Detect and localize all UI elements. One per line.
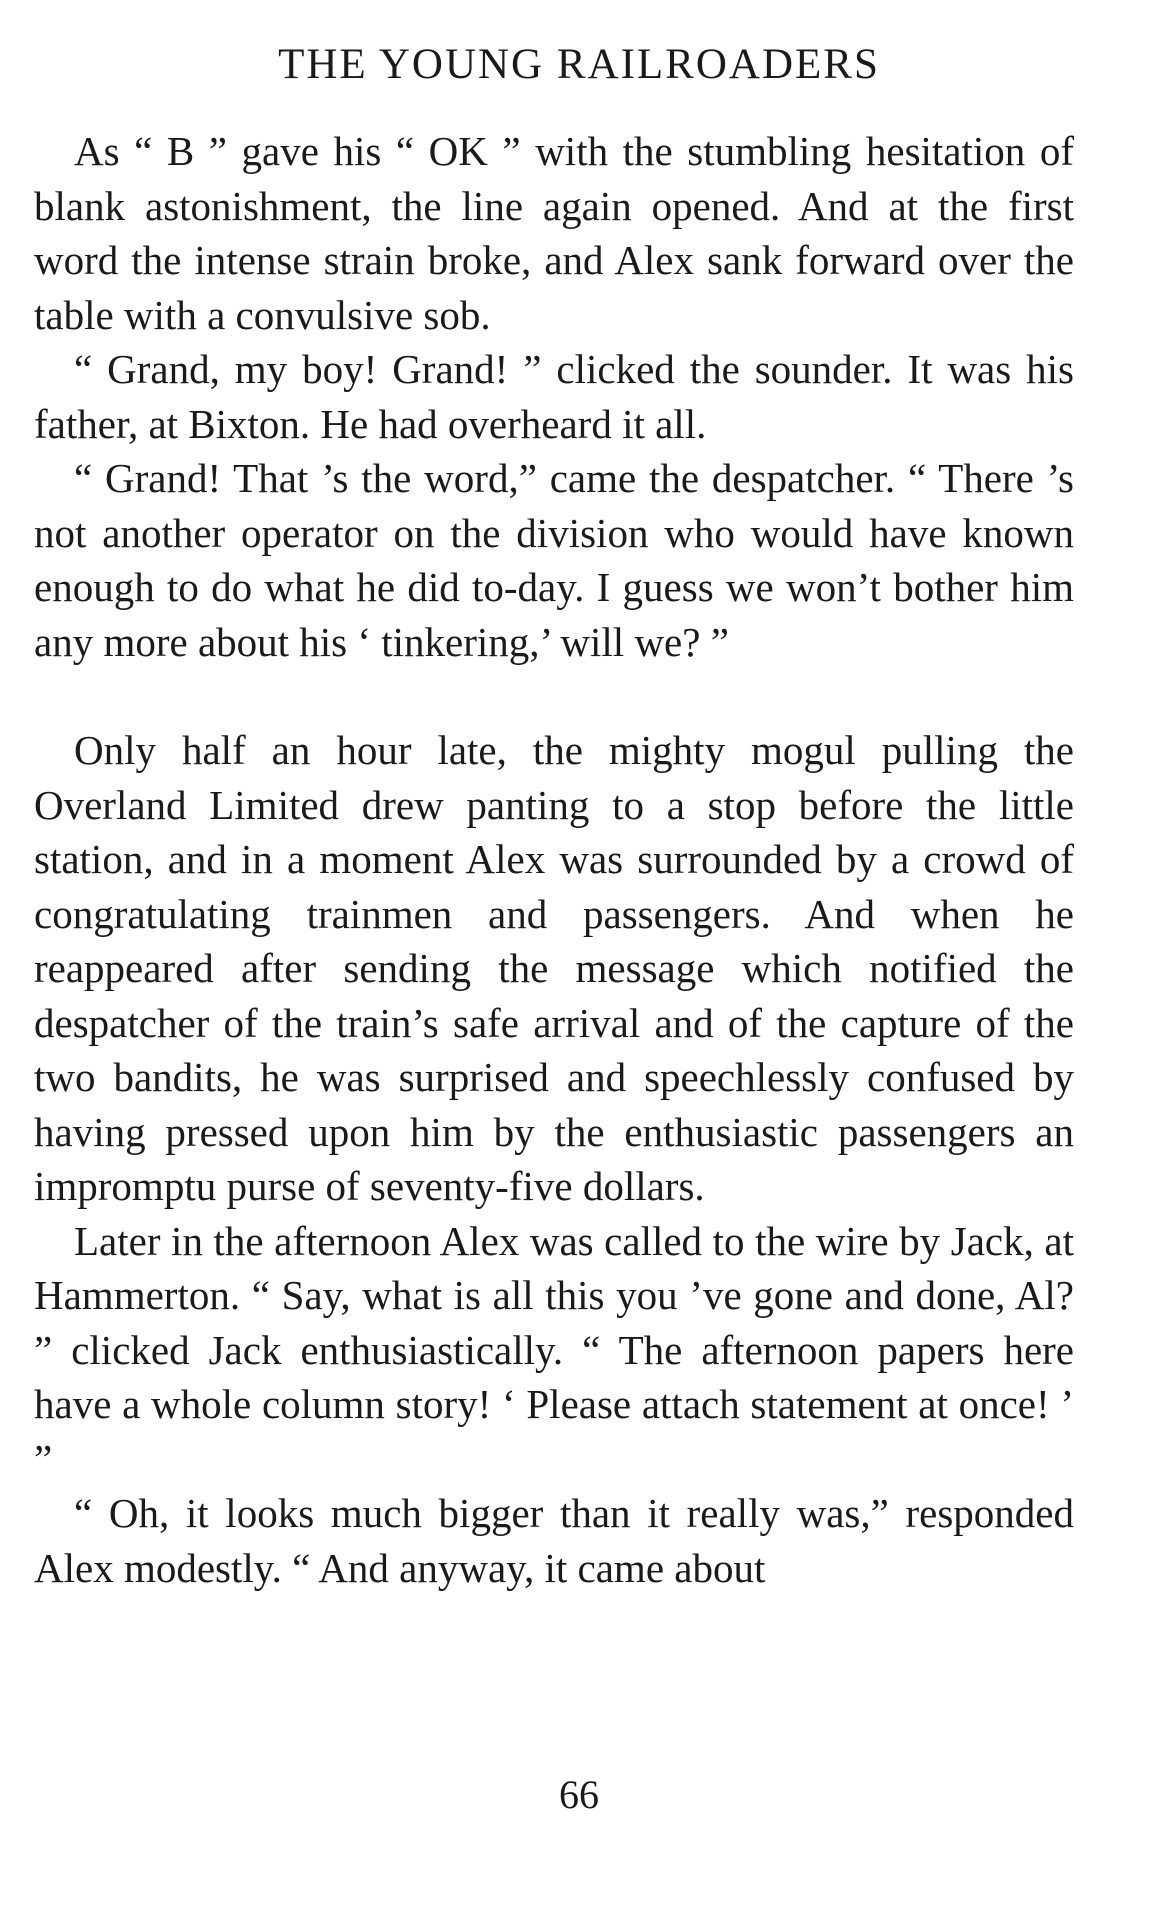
page-number: 66	[559, 1772, 599, 1817]
paragraph: Later in the afternoon Alex was called to the wire by Jack, at Hammerton. “ Say, what is all this you ’ve gone and done, Al? ” clicked Jack enthusiastically. “ The afternoon papers here have a whole column story! ‘ Please attach statement at once! ’ ”	[34, 1217, 1074, 1482]
running-head: THE YOUNG RAILROADERS	[278, 41, 880, 88]
paragraph: As “ B ” gave his “ OK ” with the stumbling hesitation of blank astonishment, the line again opened. And at the first word the intense strain broke, and Alex sank forward over the table with a convulsive sob.	[34, 128, 1074, 338]
body-text	[34, 124, 1074, 1595]
paragraph: “ Grand, my boy! Grand! ” clicked the sounder. It was his father, at Bixton. He had overheard it all.	[34, 346, 1074, 447]
paragraph: “ Oh, it looks much bigger than it really was,” responded Alex modestly. “ And anyway, it came about	[34, 1490, 1074, 1591]
paragraph: Only half an hour late, the mighty mogul pulling the Overland Limited drew panting to a stop before the little station, and in a moment Alex was surrounded by a crowd of congratulating trainmen and passengers. And when he reappeared after sending the message which notified the despatcher of the train’s safe arrival and of the capture of the two bandits, he was surprised and speechlessly confused by having pressed upon him by the enthusiastic passengers an impromptu purse of seventy-five dollars.	[34, 727, 1074, 1209]
paragraph: “ Grand! That ’s the word,” came the despatcher. “ There ’s not another operator on the division who would have known enough to do what he did to-day. I guess we won’t bother him any more about his ‘ tinkering,’ will we? ”	[34, 455, 1074, 665]
